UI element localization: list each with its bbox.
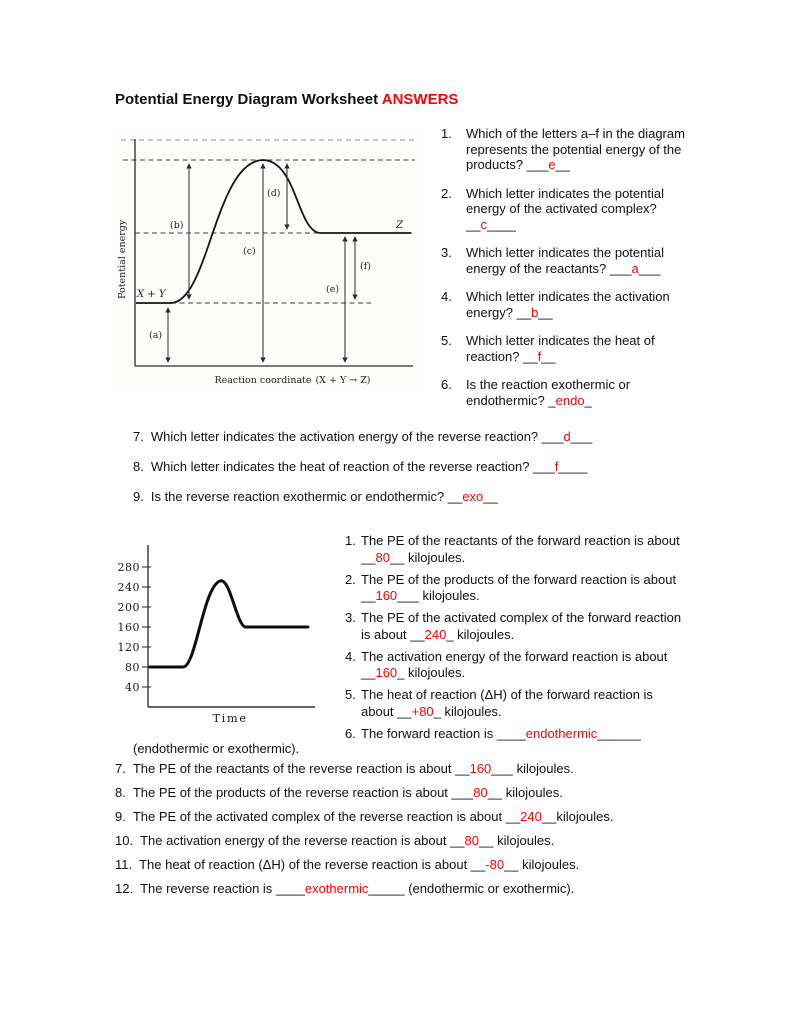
title-main: Potential Energy Diagram Worksheet — [115, 91, 382, 108]
question-tail: __ — [541, 348, 556, 364]
energy-time-graph-svg — [108, 531, 333, 731]
question-number: 2. — [345, 571, 356, 587]
x-axis-label: Time — [212, 711, 248, 725]
question-tail: __ — [538, 304, 553, 320]
answer: d — [563, 429, 571, 444]
question-tail: ___ — [397, 588, 419, 603]
label-c: (c) — [243, 246, 256, 257]
question-pre: Which letter indicates the heat of reaction of the reverse reaction? ___ — [150, 459, 555, 474]
question-number: 11. — [115, 857, 133, 872]
question-number: 9. — [133, 489, 144, 504]
question-tail: ______ — [597, 725, 641, 741]
question-number: 2. — [441, 185, 452, 201]
question-fwd-6 — [345, 726, 682, 743]
tick-label-80: 80 — [125, 661, 140, 674]
question-pre: The PE of the products of the forward reaction is about __ — [361, 571, 677, 603]
questions-1-6 — [441, 126, 699, 421]
potential-energy-diagram-svg — [113, 133, 423, 391]
question-pre: The PE of the activated complex of the reverse reaction is about __ — [132, 809, 521, 824]
page-title — [115, 91, 458, 108]
question-pre: The PE of the activated complex of the forward reaction is about __ — [361, 610, 682, 642]
answer: exo — [462, 489, 484, 504]
answer: 80 — [473, 785, 488, 800]
question-tail: _ — [584, 392, 592, 408]
question-9 — [133, 489, 733, 505]
answer: f — [537, 348, 542, 364]
question-fwd-3 — [345, 610, 682, 643]
question-text — [466, 289, 699, 320]
question-post: (endothermic or exothermic). — [404, 881, 575, 896]
x-axis-formula: (X + Y → Z) — [315, 375, 371, 386]
answer: -80 — [485, 857, 505, 872]
question-pre: Which letter indicates the activation energy of the reverse reaction? ___ — [150, 429, 564, 444]
question-tail: __ — [504, 857, 519, 872]
question-number: 8. — [115, 785, 126, 800]
y-axis-label: Potential energy — [117, 219, 128, 299]
question-text — [361, 572, 682, 605]
question-rev-8 — [115, 785, 735, 801]
question-pre: Which letter indicates the heat of reaction? __ — [466, 333, 655, 364]
question-tail: ___ — [570, 429, 593, 444]
question-tail: _ — [397, 665, 405, 680]
reaction-energy-curve — [136, 160, 411, 303]
question-post: kilojoules. — [493, 833, 555, 848]
answer: exothermic — [304, 881, 369, 896]
tick-label-40: 40 — [125, 681, 140, 694]
question-post: kilojoules. — [513, 761, 574, 776]
question-rev-9 — [115, 809, 735, 825]
question-5 — [441, 333, 699, 364]
question-text — [361, 610, 682, 643]
question-number: 6. — [441, 377, 452, 392]
question-fwd-1 — [345, 533, 682, 566]
answer: endothermic — [525, 725, 598, 741]
question-post: kilojoules. — [502, 785, 563, 800]
question-text — [466, 377, 699, 408]
question-pre: The heat of reaction (ΔH) of the forward reaction is about __ — [361, 687, 653, 719]
question-post: kilojoules. — [404, 549, 466, 565]
question-post: kilojoules. — [518, 857, 580, 872]
answer: a — [631, 260, 639, 276]
question-pre: The PE of the reactants of the forward reaction is about __ — [361, 533, 680, 565]
label-d: (d) — [267, 188, 281, 199]
question-post: kilojoules. — [404, 665, 466, 680]
question-pre: The reverse reaction is ____ — [140, 881, 305, 896]
answer: 240 — [424, 626, 447, 642]
question-text — [361, 726, 682, 743]
question-tail: __ — [483, 489, 498, 504]
answer: b — [531, 304, 539, 320]
question-number: 1. — [441, 126, 452, 141]
tick-label-240: 240 — [117, 581, 140, 594]
question-tail: _ — [433, 703, 441, 719]
questions-7-9 — [133, 429, 733, 519]
question-post: kilojoules. — [418, 588, 480, 603]
tick-label-120: 120 — [117, 641, 140, 654]
question-3 — [441, 245, 699, 276]
energy-curve — [150, 581, 308, 667]
question-text — [466, 333, 699, 364]
question-pre: The PE of the products of the reverse reaction is about ___ — [132, 785, 474, 800]
energy-time-graph — [108, 531, 333, 731]
question-text — [361, 687, 682, 720]
question-tail: ___ — [491, 761, 513, 776]
question-pre: Which letter indicates the potential energy of the reactants? ___ — [466, 245, 664, 276]
question-4 — [441, 289, 699, 320]
question-rev-7 — [115, 761, 735, 777]
answer: 240 — [520, 809, 542, 824]
question-tail: __ — [487, 785, 503, 800]
question-tail: __ — [479, 833, 494, 848]
question-6 — [441, 377, 699, 408]
question-tail: _ — [446, 626, 454, 642]
question-tail: ____ — [558, 459, 588, 474]
question-rev-12 — [115, 881, 735, 897]
question-post: kilojoules. — [556, 809, 614, 824]
question-text — [361, 649, 682, 682]
label-f: (f) — [360, 261, 371, 272]
question-pre: The activation energy of the forward reaction is about __ — [361, 648, 668, 680]
tick-label-160: 160 — [117, 621, 140, 634]
question-pre: The activation energy of the reverse reaction is about __ — [140, 833, 465, 848]
questions-reverse-7-12 — [115, 761, 735, 905]
tick-label-280: 280 — [117, 561, 140, 574]
question-pre: The heat of reaction (ΔH) of the reverse reaction is about __ — [139, 857, 486, 872]
question-fwd-2 — [345, 572, 682, 605]
answer: 80 — [464, 833, 480, 848]
question-number: 3. — [441, 245, 452, 260]
label-b: (b) — [170, 220, 184, 231]
question-number: 7. — [115, 761, 126, 776]
question-number: 4. — [441, 289, 452, 304]
endo-exo-note: (endothermic or exothermic). — [133, 741, 300, 756]
question-number: 6. — [345, 725, 356, 741]
products-label: Z — [396, 220, 403, 231]
question-tail: _____ — [368, 881, 405, 896]
answer: endo — [555, 392, 585, 408]
question-pre: The forward reaction is ____ — [361, 725, 526, 741]
questions-forward-1-6 — [345, 533, 682, 748]
question-number: 7. — [133, 429, 144, 444]
answer: c — [480, 216, 487, 232]
question-pre: Is the reverse reaction exothermic or endothermic? __ — [150, 489, 463, 504]
answer: 160 — [469, 761, 492, 776]
question-8 — [133, 459, 733, 475]
question-2 — [441, 186, 699, 233]
question-rev-10 — [115, 833, 735, 849]
question-pre: Which letter indicates the potential energy of the activated complex? __ — [466, 185, 664, 232]
question-tail: __ — [555, 157, 571, 172]
question-7 — [133, 429, 733, 445]
question-fwd-4 — [345, 649, 682, 682]
label-a: (a) — [149, 330, 163, 341]
question-number: 5. — [441, 333, 452, 348]
answer: 160 — [375, 588, 398, 603]
question-number: 10. — [115, 833, 134, 848]
question-number: 5. — [345, 687, 356, 702]
tick-label-200: 200 — [117, 601, 140, 614]
answer: +80 — [411, 703, 434, 719]
label-e: (e) — [326, 284, 340, 295]
potential-energy-diagram — [113, 133, 423, 391]
question-rev-11 — [115, 857, 735, 873]
question-pre: The PE of the reactants of the reverse reaction is about __ — [132, 761, 470, 776]
question-tail: ____ — [486, 216, 516, 232]
question-number: 9. — [115, 809, 126, 824]
question-pre: Is the reaction exothermic or endothermic? _ — [466, 377, 631, 408]
question-1 — [441, 126, 699, 173]
x-axis-label: Reaction coordinate — [214, 375, 312, 386]
title-answers: ANSWERS — [381, 91, 459, 108]
question-tail: __ — [541, 809, 557, 824]
question-tail: ___ — [638, 260, 661, 276]
question-number: 8. — [133, 459, 144, 474]
answer: f — [554, 459, 559, 474]
question-pre: Which of the letters a–f in the diagram represents the potential energy of the products? ___ — [466, 126, 685, 172]
question-tail: __ — [389, 549, 405, 565]
question-text — [466, 245, 699, 276]
question-number: 1. — [345, 533, 356, 548]
answer: 160 — [375, 665, 398, 680]
question-number: 3. — [345, 610, 356, 625]
question-text — [361, 533, 682, 566]
answer: 80 — [375, 549, 390, 565]
question-text — [466, 126, 699, 173]
question-fwd-5 — [345, 687, 682, 720]
question-pre: Which letter indicates the activation energy? __ — [466, 289, 670, 320]
question-post: kilojoules. — [453, 626, 515, 642]
reactants-label: X + Y — [137, 289, 166, 300]
question-post: kilojoules. — [440, 703, 502, 719]
question-number: 4. — [345, 648, 356, 664]
question-text — [466, 186, 699, 233]
question-number: 12. — [115, 881, 134, 896]
answer: e — [548, 157, 556, 172]
